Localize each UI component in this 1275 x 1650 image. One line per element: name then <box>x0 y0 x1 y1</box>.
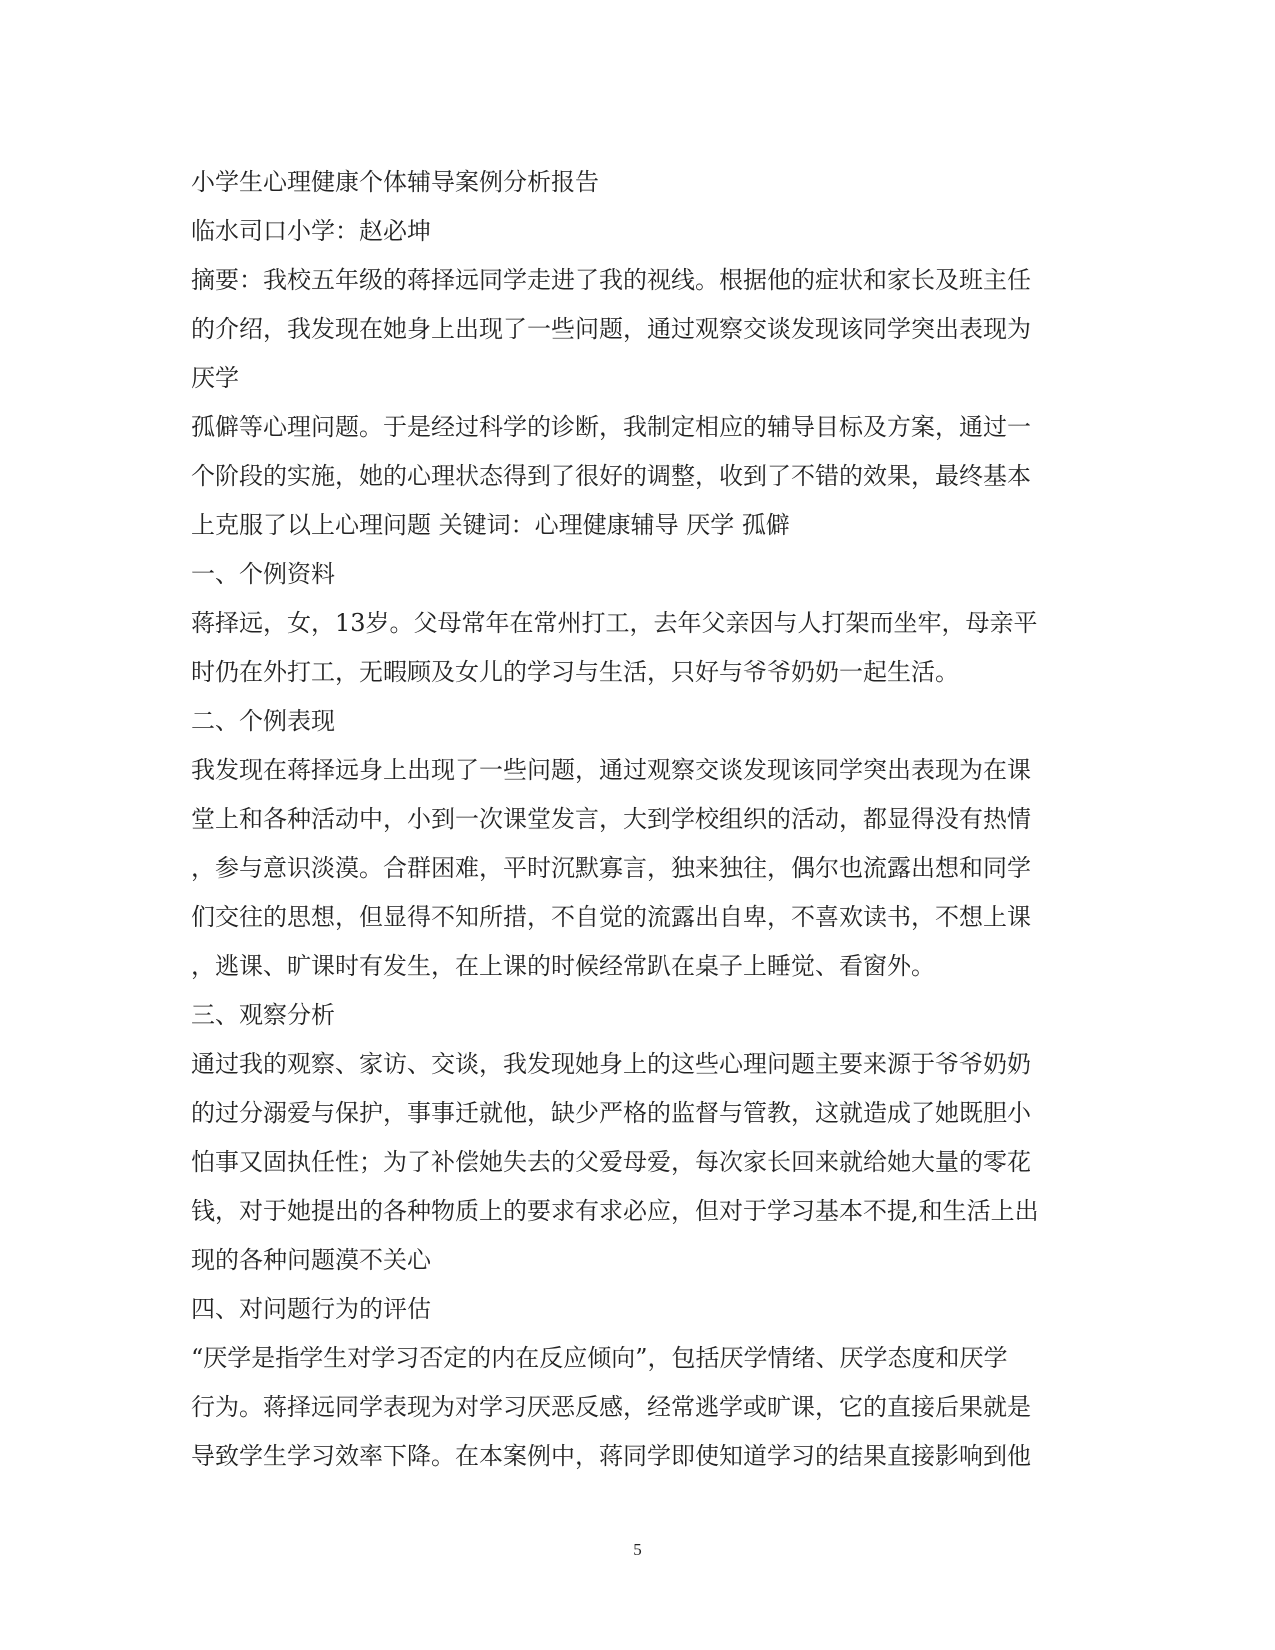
body-line: 我发现在蒋择远身上出现了一些问题，通过观察交谈发现该同学突出表现为在课 <box>191 756 1031 784</box>
section-heading-case-info: 一、个例资料 <box>191 560 335 588</box>
body-line: 的过分溺爱与保护，事事迁就他，缺少严格的监督与管教，这就造成了她既胆小 <box>191 1099 1031 1127</box>
abstract-line: 厌学 <box>191 364 239 392</box>
body-line: 怕事又固执任性；为了补偿她失去的父爱母爱，每次家长回来就给她大量的零花 <box>191 1148 1031 1176</box>
body-line: 导致学生学习效率下降。在本案例中，蒋同学即使知道学习的结果直接影响到他 <box>191 1442 1031 1470</box>
body-line: 堂上和各种活动中，小到一次课堂发言，大到学校组织的活动，都显得没有热情 <box>191 805 1031 833</box>
body-line: ，参与意识淡漠。合群困难，平时沉默寡言，独来独往，偶尔也流露出想和同学 <box>191 854 1031 882</box>
abstract-line: 的介绍，我发现在她身上出现了一些问题，通过观察交谈发现该同学突出表现为 <box>191 315 1031 343</box>
body-line: 们交往的思想，但显得不知所措，不自觉的流露出自卑，不喜欢读书，不想上课 <box>191 903 1031 931</box>
section-heading-analysis: 三、观察分析 <box>191 1001 335 1029</box>
abstract-line: 孤僻等心理问题。于是经过科学的诊断，我制定相应的辅导目标及方案，通过一 <box>191 413 1031 441</box>
body-line: 蒋择远，女，13岁。父母常年在常州打工，去年父亲因与人打架而坐牢，母亲平 <box>191 609 1038 637</box>
body-line: 钱，对于她提出的各种物质上的要求有求必应，但对于学习基本不提,和生活上出 <box>191 1197 1039 1225</box>
section-heading-case-behavior: 二、个例表现 <box>191 707 335 735</box>
section-heading-assessment: 四、对问题行为的评估 <box>191 1295 431 1323</box>
body-line: 通过我的观察、家访、交谈，我发现她身上的这些心理问题主要来源于爷爷奶奶 <box>191 1050 1031 1078</box>
body-line: 现的各种问题漠不关心 <box>191 1246 431 1274</box>
body-line: ，逃课、旷课时有发生，在上课的时候经常趴在桌子上睡觉、看窗外。 <box>191 952 935 980</box>
document-body <box>191 158 1091 1481</box>
author-line: 临水司口小学：赵必坤 <box>191 217 431 245</box>
abstract-line: 个阶段的实施，她的心理状态得到了很好的调整，收到了不错的效果，最终基本 <box>191 462 1031 490</box>
body-line: 行为。蒋择远同学表现为对学习厌恶反感，经常逃学或旷课，它的直接后果就是 <box>191 1393 1031 1421</box>
document-title: 小学生心理健康个体辅导案例分析报告 <box>191 168 599 196</box>
page-number: 5 <box>633 1540 642 1559</box>
keywords-line: 上克服了以上心理问题 关键词：心理健康辅导 厌学 孤僻 <box>191 511 790 539</box>
body-line: “厌学是指学生对学习否定的内在反应倾向”，包括厌学情绪、厌学态度和厌学 <box>191 1344 1008 1372</box>
abstract-line: 摘要：我校五年级的蒋择远同学走进了我的视线。根据他的症状和家长及班主任 <box>191 266 1031 294</box>
body-line: 时仍在外打工，无暇顾及女儿的学习与生活，只好与爷爷奶奶一起生活。 <box>191 658 959 686</box>
